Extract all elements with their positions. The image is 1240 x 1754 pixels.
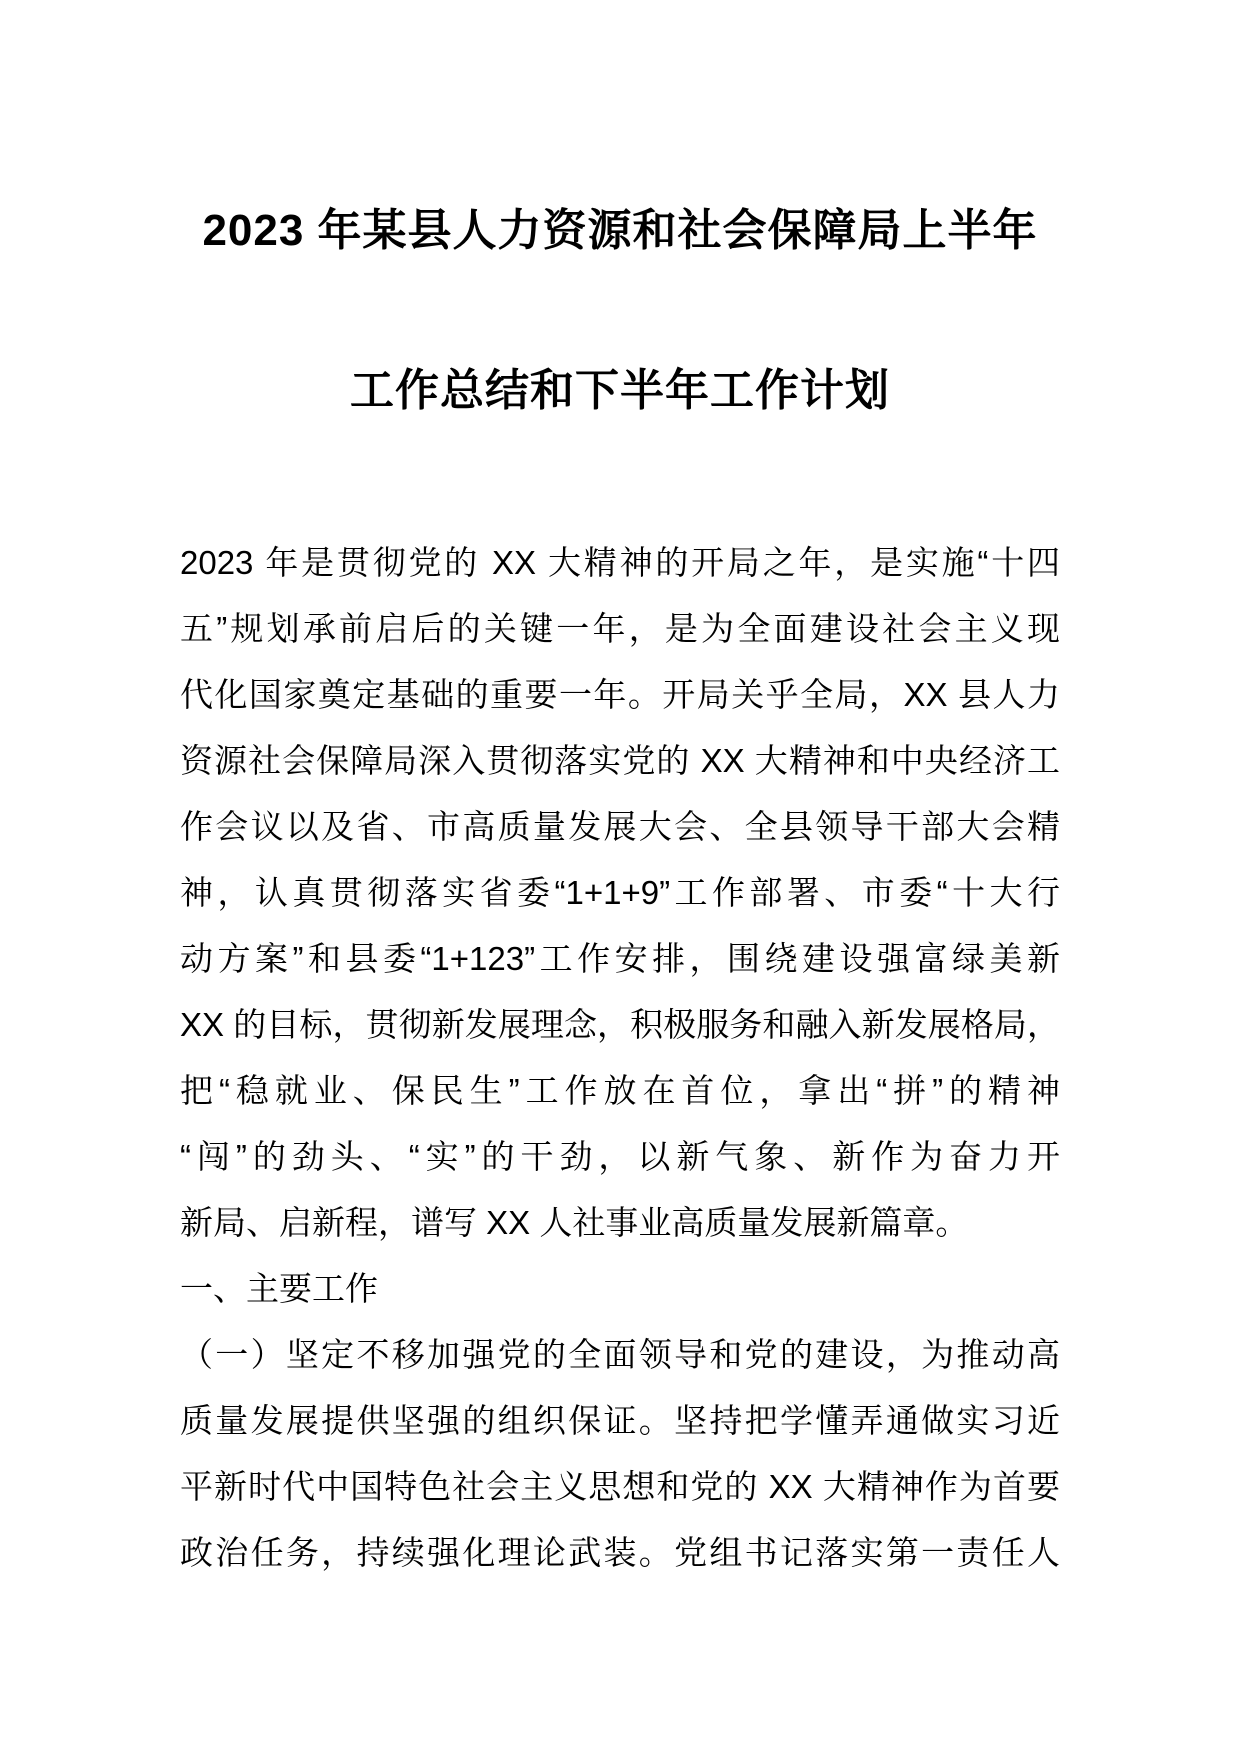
body-line: 资源社会保障局深入贯彻落实党的 XX 大精神和中央经济工: [180, 742, 1060, 779]
body-line: 代化国家奠定基础的重要一年。开局关乎全局，XX 县人力: [180, 676, 1060, 713]
document-body: [180, 530, 1060, 1586]
section-heading: 一、主要工作: [180, 1270, 378, 1307]
body-line: 作会议以及省、市高质量发展大会、全县领导干部大会精: [180, 808, 1060, 845]
body-line: 动方案”和县委“1+123”工作安排，围绕建设强富绿美新: [180, 940, 1060, 977]
body-line: 新局、启新程，谱写 XX 人社事业高质量发展新篇章。: [180, 1204, 969, 1241]
body-line: XX 的目标，贯彻新发展理念，积极服务和融入新发展格局，: [180, 1006, 1060, 1043]
body-line: 平新时代中国特色社会主义思想和党的 XX 大精神作为首要: [180, 1468, 1060, 1505]
body-line: 政治任务，持续强化理论武装。党组书记落实第一责任人: [180, 1534, 1060, 1571]
title-line-1: 2023 年某县人力资源和社会保障局上半年: [202, 206, 1038, 255]
title-line-2: 工作总结和下半年工作计划: [350, 366, 890, 415]
body-line: 把“稳就业、保民生”工作放在首位，拿出“拼”的精神: [180, 1072, 1060, 1109]
body-line: 2023 年是贯彻党的 XX 大精神的开局之年，是实施“十四: [180, 544, 1060, 581]
body-line: “闯”的劲头、“实”的干劲，以新气象、新作为奋力开: [180, 1138, 1060, 1175]
body-line: 五”规划承前启后的关键一年，是为全面建设社会主义现: [180, 610, 1060, 647]
body-line: 质量发展提供坚强的组织保证。坚持把学懂弄通做实习近: [180, 1402, 1060, 1439]
document-title: [0, 0, 1240, 471]
body-line: （一）坚定不移加强党的全面领导和党的建设，为推动高: [180, 1336, 1060, 1373]
body-line: 神，认真贯彻落实省委“1+1+9”工作部署、市委“十大行: [180, 874, 1060, 911]
